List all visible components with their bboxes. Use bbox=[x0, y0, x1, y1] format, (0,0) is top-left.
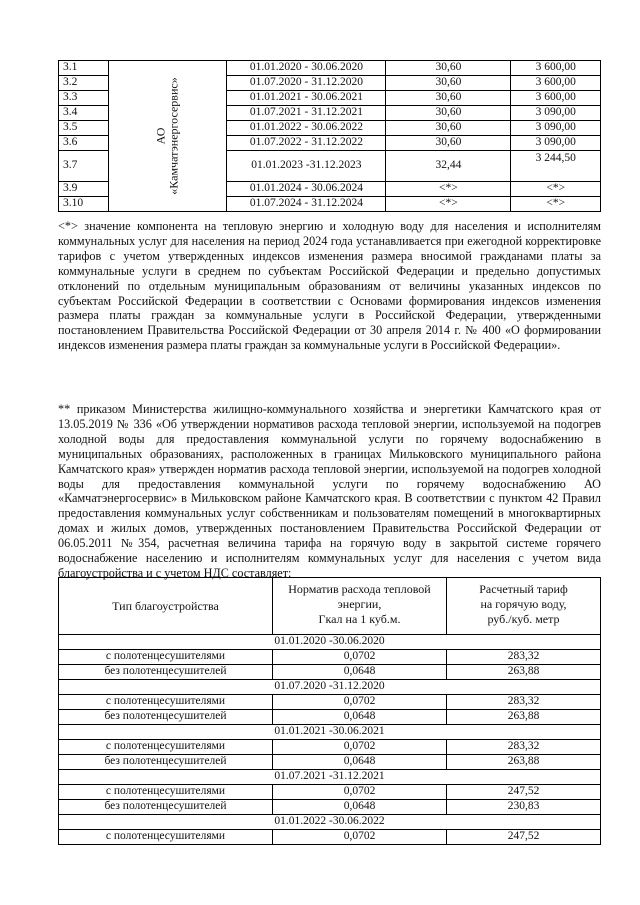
org-label-line1: АО bbox=[153, 127, 168, 145]
type-cell: с полотенцесушителями bbox=[59, 740, 273, 755]
tariff-cell: 247,52 bbox=[447, 830, 601, 845]
value1-cell: 30,60 bbox=[386, 121, 511, 136]
period-cell: 01.01.2022 - 30.06.2022 bbox=[227, 121, 386, 136]
table-row bbox=[59, 710, 601, 725]
table-row bbox=[59, 650, 601, 665]
header-tariff-line2: на горячую воду, bbox=[480, 597, 567, 611]
org-label-line2: «Камчатэнергосервис» bbox=[166, 77, 181, 195]
period-cell: 01.07.2021 - 31.12.2021 bbox=[227, 106, 386, 121]
row-number: 3.3 bbox=[59, 91, 109, 106]
header-type: Тип благоустройства bbox=[59, 578, 273, 635]
table-row bbox=[59, 665, 601, 680]
type-cell: без полотенцесушителей bbox=[59, 755, 273, 770]
type-cell: без полотенцесушителей bbox=[59, 665, 273, 680]
table-row bbox=[59, 740, 601, 755]
period-cell: 01.07.2022 - 31.12.2022 bbox=[227, 136, 386, 151]
value1-cell: 30,60 bbox=[386, 136, 511, 151]
header-tariff-line3: руб./куб. метр bbox=[487, 612, 560, 626]
period-label: 01.01.2020 -30.06.2020 bbox=[59, 635, 601, 650]
period-cell: 01.07.2024 - 31.12.2024 bbox=[227, 197, 386, 212]
norm-cell: 0,0702 bbox=[273, 740, 447, 755]
value1-cell: <*> bbox=[386, 182, 511, 197]
value2-cell: 3 600,00 bbox=[511, 76, 601, 91]
table-row bbox=[59, 755, 601, 770]
period-row bbox=[59, 770, 601, 785]
type-cell: с полотенцесушителями bbox=[59, 785, 273, 800]
table-header-row bbox=[59, 578, 601, 635]
value2-cell: 3 600,00 bbox=[511, 61, 601, 76]
header-norm-line2: энергии, bbox=[337, 597, 382, 611]
period-label: 01.07.2020 -31.12.2020 bbox=[59, 680, 601, 695]
period-row bbox=[59, 635, 601, 650]
value2-cell: 3 600,00 bbox=[511, 91, 601, 106]
value1-cell: 30,60 bbox=[386, 76, 511, 91]
tariff-cell: 230,83 bbox=[447, 800, 601, 815]
norm-cell: 0,0648 bbox=[273, 710, 447, 725]
value1-cell: 30,60 bbox=[386, 91, 511, 106]
tariff-cell: 263,88 bbox=[447, 710, 601, 725]
table-row bbox=[59, 800, 601, 815]
row-number: 3.7 bbox=[59, 151, 109, 182]
value2-cell: <*> bbox=[511, 197, 601, 212]
row-number: 3.4 bbox=[59, 106, 109, 121]
tariff-cell: 263,88 bbox=[447, 755, 601, 770]
value1-cell: <*> bbox=[386, 197, 511, 212]
period-cell: 01.01.2020 - 30.06.2020 bbox=[227, 61, 386, 76]
footnote-double-asterisk-note: ** приказом Министерства жилищно-коммунального хозяйства и энергетики Камчатского края от 13.05.2019 № 336 «Об утверждении нормативов расхода тепловой энергии, используемой на подогрев холодной воды для предоставления коммунальной услуги по горячему водоснабжению в муниципальных образованиях, расположенных в границах Мильковского муниципального района Камчатского края» утвержден норматив расхода тепловой энергии, используемой на подогрев холодной воды для предоставления коммунальной услуги по горячему водоснабжению АО «Камчатэнергосервис» в Мильковском районе Камчатского края. В соответствии с пунктом 42 Правил предоставления коммунальных услуг собственникам и пользователям помещений в многоквартирных домах и жилых домов, утвержденных постановлением Правительства Российской Федерации от 06.05.2011 №354, расчетная величина тарифа на горячую воду в закрытой системе горячего водоснабжение населению и исполнителям коммунальных услуг для населения с учетом вида благоустройства и с учетом НДС составляет: bbox=[58, 402, 601, 580]
value1-cell: 32,44 bbox=[386, 151, 511, 182]
row-number: 3.9 bbox=[59, 182, 109, 197]
type-cell: с полотенцесушителями bbox=[59, 830, 273, 845]
org-label bbox=[155, 77, 181, 194]
norm-cell: 0,0648 bbox=[273, 800, 447, 815]
type-cell: без полотенцесушителей bbox=[59, 710, 273, 725]
tariff-cell: 283,32 bbox=[447, 740, 601, 755]
period-cell: 01.01.2024 - 30.06.2024 bbox=[227, 182, 386, 197]
value2-cell: 3 090,00 bbox=[511, 106, 601, 121]
header-norm-line1: Норматив расхода тепловой bbox=[288, 582, 431, 596]
value1-cell: 30,60 bbox=[386, 61, 511, 76]
type-cell: с полотенцесушителями bbox=[59, 650, 273, 665]
footnote-asterisk-note: <*> значение компонента на тепловую энергию и холодную воду для населения и исполнителям коммунальных услуг для населения на период 2024 года устанавливается при ежегодной корректировке тарифов с учетом утвержденных индексов изменения размера вносимой гражданами платы за коммунальные услуги в среднем по субъектам Российской Федерации и предельно допустимых отклонений по отдельным муниципальным образованиям от величины указанных индексов по субъектам Российской Федерации в соответствии с Основами формирования индексов изменения размера платы граждан за коммунальные услуги в Российской Федерации, утвержденными постановлением Правительства Российской Федерации от 30 апреля 2014 г. № 400 «О формировании индексов изменения размера платы граждан за коммунальные услуги в Российской Федерации». bbox=[58, 219, 601, 353]
period-cell: 01.01.2023 -31.12.2023 bbox=[227, 151, 386, 182]
row-number: 3.10 bbox=[59, 197, 109, 212]
value1-cell: 30,60 bbox=[386, 106, 511, 121]
norm-cell: 0,0702 bbox=[273, 695, 447, 710]
hot-water-tariff-table bbox=[58, 577, 601, 845]
row-number: 3.6 bbox=[59, 136, 109, 151]
value2-cell: 3 244,50 bbox=[511, 151, 601, 182]
type-cell: без полотенцесушителей bbox=[59, 800, 273, 815]
norm-cell: 0,0702 bbox=[273, 830, 447, 845]
norm-cell: 0,0702 bbox=[273, 650, 447, 665]
tariff-cell: 247,52 bbox=[447, 785, 601, 800]
table-row bbox=[59, 695, 601, 710]
table-row bbox=[59, 785, 601, 800]
period-label: 01.01.2022 -30.06.2022 bbox=[59, 815, 601, 830]
org-cell bbox=[109, 61, 227, 212]
tariff-cell: 263,88 bbox=[447, 665, 601, 680]
tariff-cell: 283,32 bbox=[447, 650, 601, 665]
period-row bbox=[59, 815, 601, 830]
row-number: 3.5 bbox=[59, 121, 109, 136]
period-label: 01.01.2021 -30.06.2021 bbox=[59, 725, 601, 740]
header-tariff-line1: Расчетный тариф bbox=[479, 582, 568, 596]
table-row bbox=[59, 830, 601, 845]
norm-cell: 0,0648 bbox=[273, 755, 447, 770]
row-number: 3.2 bbox=[59, 76, 109, 91]
period-label: 01.07.2021 -31.12.2021 bbox=[59, 770, 601, 785]
table-row bbox=[59, 61, 601, 76]
row-number: 3.1 bbox=[59, 61, 109, 76]
tariff-table bbox=[58, 60, 601, 212]
tariff-cell: 283,32 bbox=[447, 695, 601, 710]
norm-cell: 0,0648 bbox=[273, 665, 447, 680]
period-row bbox=[59, 725, 601, 740]
type-cell: с полотенцесушителями bbox=[59, 695, 273, 710]
period-cell: 01.01.2021 - 30.06.2021 bbox=[227, 91, 386, 106]
period-row bbox=[59, 680, 601, 695]
value2-cell: <*> bbox=[511, 182, 601, 197]
header-norm-line3: Гкал на 1 куб.м. bbox=[318, 612, 401, 626]
header-norm bbox=[273, 578, 447, 635]
value2-cell: 3 090,00 bbox=[511, 136, 601, 151]
norm-cell: 0,0702 bbox=[273, 785, 447, 800]
period-cell: 01.07.2020 - 31.12.2020 bbox=[227, 76, 386, 91]
value2-cell: 3 090,00 bbox=[511, 121, 601, 136]
header-tariff bbox=[447, 578, 601, 635]
